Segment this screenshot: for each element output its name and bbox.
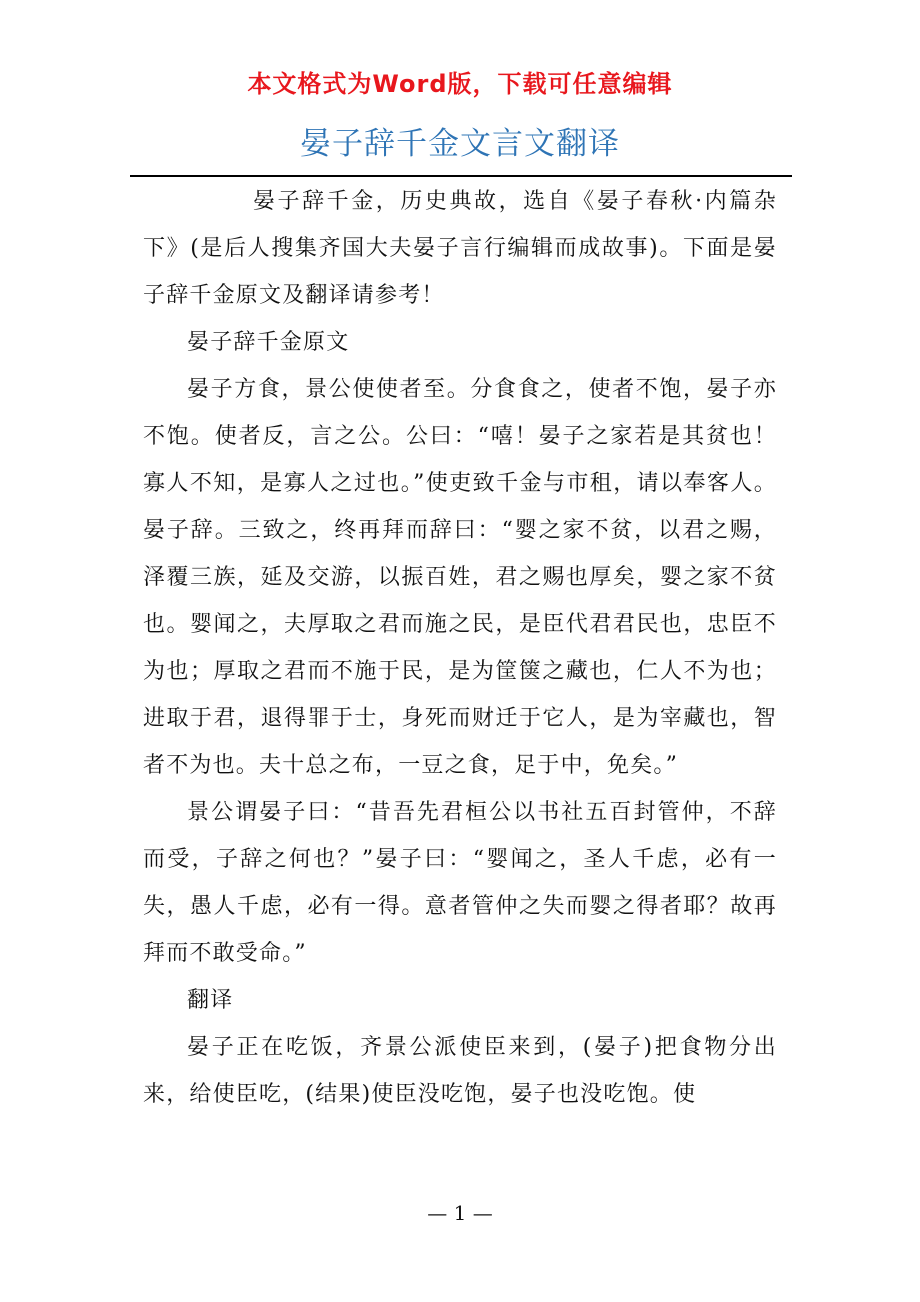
original-paragraph-1: 晏子方食，景公使使者至。分食食之，使者不饱，晏子亦不饱。使者反，言之公。公曰：“嘻！晏子之家若是其贫也！寡人不知，是寡人之过也。”使吏致千金与市租，请以奉客人。晏子辞。三致之，终再拜而辞曰：“婴之家不贫，以君之赐，泽覆三族，延及交游，以振百姓，君之赐也厚矣，婴之家不贫也。婴闻之，夫厚取之君而施之民，是臣代君君民也，忠臣不为也；厚取之君而不施于民，是为筐箧之藏也，仁人不为也；进取于君，退得罪于士，身死而财迁于它人，是为宰藏也，智者不为也。夫十总之布，一豆之食，足于中，免矣。”	[143, 377, 777, 778]
intro-paragraph: 晏子辞千金，历史典故，选自《晏子春秋·内篇杂下》(是后人搜集齐国大夫晏子言行编辑而成故事)。下面是晏子辞千金原文及翻译请参考！	[143, 189, 777, 308]
page-number: — 1 —	[427, 1201, 493, 1225]
format-notice-banner: 本文格式为Word版，下载可任意编辑	[247, 70, 673, 98]
title-divider	[130, 175, 792, 177]
original-text-heading: 晏子辞千金原文	[187, 330, 350, 355]
translation-heading: 翻译	[187, 988, 234, 1013]
document-title: 晏子辞千金文言文翻译	[300, 126, 620, 162]
translation-paragraph-1: 晏子正在吃饭，齐景公派使臣来到，(晏子)把食物分出来，给使臣吃，(结果)使臣没吃饱，晏子也没吃饱。使	[143, 1035, 777, 1107]
original-paragraph-2: 景公谓晏子曰：“昔吾先君桓公以书社五百封管仲，不辞而受，子辞之何也？”晏子曰：“婴闻之，圣人千虑，必有一失，愚人千虑，必有一得。意者管仲之失而婴之得者耶？故再拜而不敢受命。”	[143, 800, 777, 966]
document-body	[143, 178, 777, 1118]
